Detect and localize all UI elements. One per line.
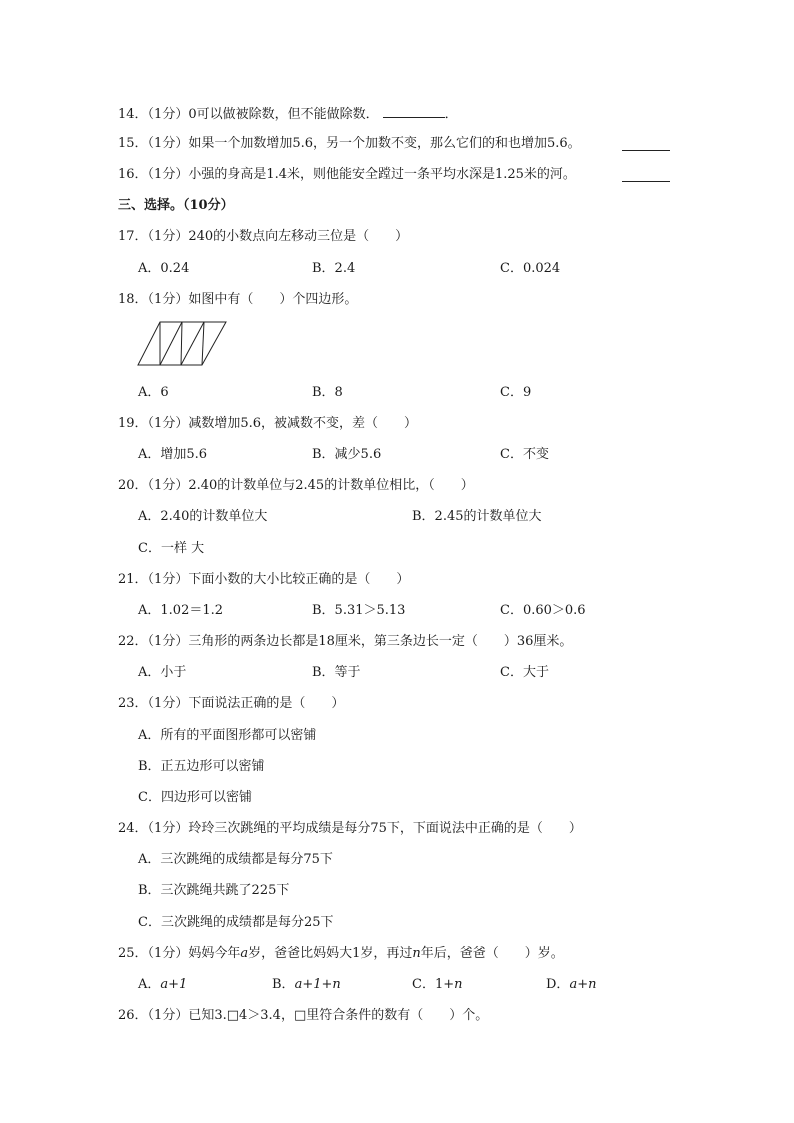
q19-option-c[interactable]: C．不变 <box>500 447 549 462</box>
q25-option-b-expr: a+1+n <box>294 977 341 992</box>
q25 <box>118 946 564 962</box>
q24-option-b[interactable]: B．三次跳绳共跳了225下 <box>138 883 290 898</box>
q23-option-a[interactable]: A．所有的平面图形都可以密铺 <box>138 728 317 743</box>
q21-option-a[interactable]: A．1.02＝1.2 <box>138 603 224 618</box>
q18-option-a[interactable]: A．6 <box>138 385 169 400</box>
q18-option-b[interactable]: B．8 <box>312 385 343 400</box>
q17-option-c[interactable]: C．0.024 <box>500 261 561 276</box>
q22-option-c[interactable]: C．大于 <box>500 665 549 680</box>
q17: 17．（1分）240的小数点向左移动三位是（ ） <box>118 229 409 244</box>
q19-option-a[interactable]: A．增加5.6 <box>138 447 208 462</box>
q25-option-b-label: B． <box>272 977 295 992</box>
q15-text: 15．（1分）如果一个加数增加5.6，另一个加数不变，那么它们的和也增加5.6。 <box>118 136 581 151</box>
q17-option-a[interactable]: A．0.24 <box>138 261 190 276</box>
q23: 23．（1分）下面说法正确的是（ ） <box>118 696 345 711</box>
q25-option-b[interactable] <box>272 977 341 993</box>
q25-option-a[interactable] <box>138 977 187 993</box>
q24-option-c[interactable]: C．三次跳绳的成绩都是每分25下 <box>138 915 334 930</box>
figure-divider-1 <box>160 322 182 365</box>
q14-answer-blank[interactable] <box>383 105 445 118</box>
q25-option-c-expr: n <box>454 977 463 992</box>
q26: 26．（1分）已知3.□4＞3.4，□里符合条件的数有（ ）个。 <box>118 1008 489 1023</box>
q25-option-a-expr: a+1 <box>160 977 188 992</box>
q25-option-c-label: C．1+ <box>412 977 455 992</box>
q14-end: ． <box>444 107 458 122</box>
q14-text: 14．（1分）0可以做被除数，但不能做除数． <box>118 107 379 122</box>
q25-text-mid: 岁，爸爸比妈妈大1岁，再过 <box>248 946 413 961</box>
q21: 21．（1分）下面小数的大小比较正确的是（ ） <box>118 572 410 587</box>
q24: 24．（1分）玲玲三次跳绳的平均成绩是每分75下，下面说法中正确的是（ ） <box>118 821 582 836</box>
figure-divider-2 <box>181 322 204 365</box>
q16-text: 16．（1分）小强的身高是1.4米，则他能安全蹚过一条平均水深是1.25米的河。 <box>118 167 576 182</box>
q21-option-c[interactable]: C．0.60＞0.6 <box>500 603 586 618</box>
q16 <box>118 167 576 183</box>
q25-text-start: 25．（1分）妈妈今年 <box>118 946 241 961</box>
q18: 18．（1分）如图中有（ ）个四边形。 <box>118 292 358 307</box>
q15-answer-blank[interactable] <box>622 138 670 151</box>
q22: 22．（1分）三角形的两条边长都是18厘米，第三条边长一定（ ）36厘米。 <box>118 634 573 649</box>
q14 <box>118 105 458 123</box>
q25-var-n: n <box>412 946 421 961</box>
q19-option-b[interactable]: B．减少5.6 <box>312 447 382 462</box>
q20: 20．（1分）2.40的计数单位与2.45的计数单位相比，（ ） <box>118 478 474 493</box>
q22-option-a[interactable]: A．小于 <box>138 665 187 680</box>
q17-option-b[interactable]: B．2.4 <box>312 261 356 276</box>
q20-option-b[interactable]: B．2.45的计数单位大 <box>412 509 542 524</box>
q21-option-b[interactable]: B．5.31＞5.13 <box>312 603 406 618</box>
q25-option-c[interactable] <box>412 977 463 993</box>
q20-option-a[interactable]: A．2.40的计数单位大 <box>138 509 268 524</box>
q25-option-d-expr: a+n <box>569 977 597 992</box>
q25-option-d[interactable] <box>546 977 596 993</box>
parallelogram-figure <box>136 320 230 368</box>
q22-option-b[interactable]: B．等于 <box>312 665 361 680</box>
figure-diagonal-2 <box>181 322 182 365</box>
q25-option-a-label: A． <box>138 977 161 992</box>
figure-diagonal-3 <box>202 322 204 365</box>
q24-option-a[interactable]: A．三次跳绳的成绩都是每分75下 <box>138 852 333 867</box>
q25-var-a: a <box>240 946 249 961</box>
q16-answer-blank[interactable] <box>622 169 670 182</box>
q23-option-b[interactable]: B．正五边形可以密铺 <box>138 759 265 774</box>
q23-option-c[interactable]: C．四边形可以密铺 <box>138 790 252 805</box>
section-3-heading: 三、选择。（10分） <box>118 198 234 213</box>
q25-text-end: 年后，爸爸（ ）岁。 <box>420 946 564 961</box>
q25-option-d-label: D． <box>546 977 570 992</box>
q20-option-c[interactable]: C．一样 大 <box>138 541 205 556</box>
q19: 19．（1分）减数增加5.6，被减数不变，差（ ） <box>118 416 417 431</box>
q15 <box>118 136 581 152</box>
q18-option-c[interactable]: C．9 <box>500 385 532 400</box>
